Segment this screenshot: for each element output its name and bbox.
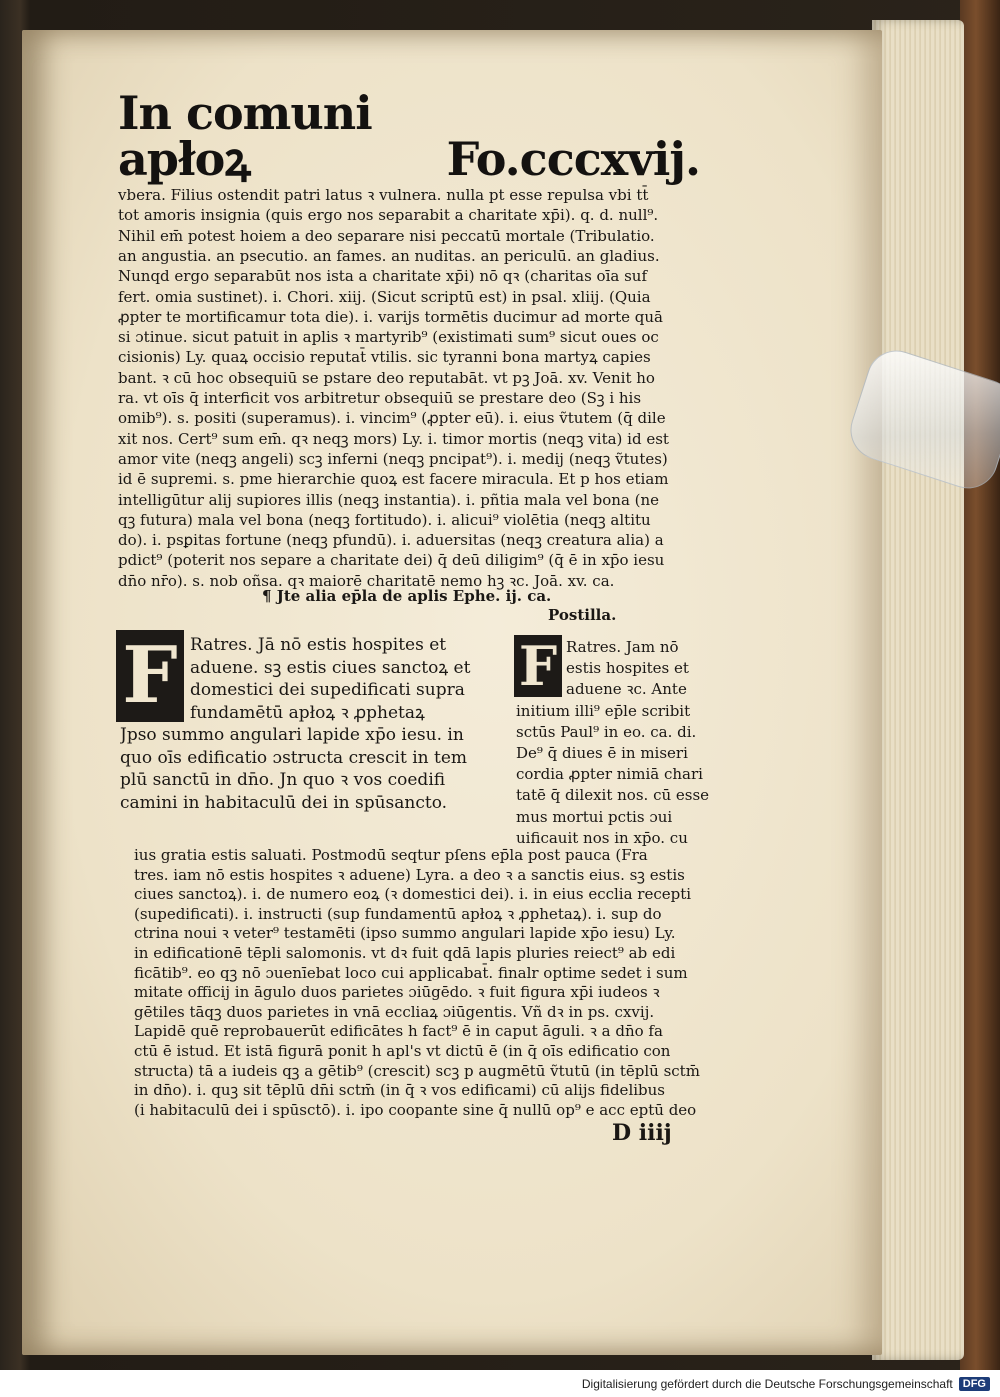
commentary-line: xit nos. Cert⁹ sum em̄. qꝛ neqꝫ mors) Ly. i. timor mortis (neqꝫ vita) id est (118, 429, 669, 448)
postilla-line: initium illi⁹ ep̄le scribit (516, 701, 691, 720)
commentary-line: Lapidē quē reprobauerūt edificātes h fact⁹ ē in caput āguli. ꝛ a dn̄o fa (134, 1022, 663, 1041)
funding-notice: Digitalisierung gefördert durch die Deutsche Forschungsgemeinschaft (581, 1376, 953, 1391)
commentary-line: dn̄o nr̄o). s. nob oñsa. qꝛ maiorē charitatē nemo hꝫ ꝛc. Joā. xv. ca. (118, 571, 615, 590)
postilla-line: Ratres. Jam nō (566, 638, 679, 656)
commentary-line: tres. iam nō estis hospites ꝛ aduene) Lyra. a deo ꝛ a sanctis eius. sꝫ estis (134, 865, 685, 884)
commentary-line: ctrina noui ꝛ veter⁹ testamēti (ipso summo angulari lapide xp̄o iesu) Ly. (134, 924, 676, 943)
woodcut-initial-postilla: F (514, 635, 562, 697)
commentary-line: (i habitaculū dei i spūsctō). i. ipo coopante sine q̄ nullū op⁹ e acc eptū deo (134, 1100, 697, 1119)
postilla-line: uificauit nos in xp̄o. cu (516, 828, 688, 847)
postilla-line: estis hospites et (566, 659, 689, 678)
digitization-footer (0, 1370, 1000, 1397)
commentary-line: ciues sanctoꝝ). i. de numero eoꝝ (ꝛ domestici dei). i. in eius ecclia recepti (134, 885, 692, 904)
postilla-label: Postilla. (548, 606, 617, 624)
epistle-line: plū sanctū in dn̄o. Jn quo ꝛ vos coedifi (120, 770, 446, 790)
commentary-line: (supedificati). i. instructi (sup fundamentū apłoꝝ ꝛ ꝓphetaꝝ). i. sup do (134, 904, 662, 923)
commentary-line: vbera. Filius ostendit patri latus ꝛ vulnera. nulla pt esse repulsa vbi tt̄ (118, 186, 649, 204)
commentary-line: cisionis) Ly. quaꝝ occisio reputat̄ vtilis. sic tyranni bona martyꝝ capies (118, 348, 651, 367)
epistle-line: domestici dei supedificati supra (190, 680, 465, 700)
commentary-line: tot amoris insignia (quis ergo nos separabit a charitate xp̄i). q. d. null⁹. (118, 206, 659, 225)
epistle-line: Ratres. Jā nō estis hospites et (190, 635, 447, 655)
folio-number: Fo.cccxvij. (446, 132, 700, 186)
epistle-line: aduene. sꝫ estis ciues sanctoꝝ et (190, 657, 471, 678)
woodcut-initial-epistle: F (116, 630, 184, 722)
commentary-line: gētiles tāqꝫ duos parietes in vnā eccliaꝝ ɔiūgentis. Vñ dꝛ in ps. cxvij. (134, 1002, 655, 1021)
commentary-line: fert. omia sustinet). i. Chori. xiij. (Sicut scriptū est) in psal. xliij. (Quia (118, 287, 651, 306)
postilla-line: aduene ꝛc. Ante (566, 680, 687, 699)
commentary-line: ius gratia estis saluati. Postmodū seqtur pſens ep̄la post pauca (Fra (134, 846, 648, 864)
commentary-line: id ē supremi. s. pme hierarchie quoꝝ est facere miracula. Et p hos etiam (118, 470, 669, 489)
header-title: In comuni apłoꝝ (118, 86, 372, 186)
running-header (118, 86, 700, 186)
commentary-line: ra. vt oīs q̄ interficit vos arbitretur obsequiū se prestare deo (Sꝫ i his (118, 389, 642, 407)
commentary-line: amor vite (neqꝫ angeli) scꝫ inferni (neqꝫ pncipat⁹). i. medij (neqꝫ ṽtutes) (118, 449, 668, 468)
commentary-line: in dn̄o). i. quꝫ sit tēplū dn̄i sctm̄ (in q̄ ꝛ vos edificami) cū alijs fidelibus (134, 1081, 665, 1100)
postilla-line: sctūs Paul⁹ in eo. ca. di. (516, 722, 697, 741)
commentary-line: intelligūtur alij supiores illis (neqꝫ instantia). i. pñtia mala vel bona (ne (118, 490, 660, 509)
commentary-line: pdict⁹ (poterit nos separe a charitate dei) q̄ deū diligim⁹ (q̄ ē in xp̄o iesu (118, 551, 665, 570)
epistle-line: Jpso summo angulari lapide xp̄o iesu. in (120, 725, 464, 745)
commentary-line: structa) tā a iudeis qꝫ a gētib⁹ (crescit) scꝫ p augmētū ṽtutū (in tēplū sctm̄ (134, 1061, 700, 1080)
commentary-line: Nihil em̄ potest hoiem a deo separare nisi peccatū mortale (Tribulatio. (118, 226, 655, 245)
commentary-line: ficātib⁹. eo qꝫ nō ɔuenīebat loco cui applicabat̄. finalr optime sedet i sum (134, 963, 688, 982)
commentary-line: mitate officij in āgulo duos parietes ɔiūgēdo. ꝛ fuit figura xp̄i iudeos ꝛ (134, 983, 660, 1002)
commentary-line: qꝫ futura) mala vel bona (neqꝫ fortitudo). i. alicui⁹ violētia (neqꝫ altitu (118, 510, 651, 529)
postilla-line: De⁹ q̄ diues ē in miseri (516, 744, 688, 762)
signature-mark: D iiij (612, 1120, 672, 1146)
epistle-line: quo oīs edificatio ɔstructa crescit in tem (120, 747, 468, 768)
epistle-line: camini in habitaculū dei in spūsancto. (120, 792, 448, 813)
book-cover-edge (960, 0, 1000, 1370)
commentary-line: si ɔtinue. sicut patuit in aplis ꝛ martyrib⁹ (existimati sum⁹ sicut oues oc (118, 328, 659, 347)
commentary-line: Nunqd ergo separabūt nos ista a charitate xp̄i) nō qꝛ (charitas oīa suf (118, 267, 648, 286)
commentary-line: an angustia. an psecutio. an fames. an nuditas. an periculū. an gladius. (118, 246, 660, 265)
page-stack-edge (872, 20, 964, 1360)
dfg-logo: DFG (959, 1377, 990, 1391)
commentary-line: ctū ē istud. Et istā figurā ponit h apl's vt dictū ē (in q̄ oīs edificatio con (134, 1042, 671, 1060)
commentary-line: omib⁹). s. positi (superamus). i. vincim⁹ (ꝓpter eū). i. eius ṽtutem (q̄ dile (118, 409, 666, 428)
commentary-line: ꝓpter te mortificamur tota die). i. varijs tormētis ducimur ad morte quā (118, 307, 663, 326)
postilla-line: tatē q̄ dilexit nos. cū esse (516, 786, 710, 805)
postilla-line: mus mortui pctis ɔui (516, 807, 673, 826)
epistle-line: fundamētū apłoꝝ ꝛ ꝓphetaꝝ (190, 702, 425, 723)
commentary-line: in edificationē tēpli salomonis. vt dꝛ fuit qdā lapis pluries reiect⁹ ab edi (134, 944, 676, 962)
commentary-line: do). i. psꝑitas fortune (neqꝫ pfundū). i. aduersitas (neqꝫ creatura alia) a (118, 531, 664, 550)
commentary-line: bant. ꝛ cū hoc obsequiū se pstare deo reputabāt. vt pꝫ Joā. xv. Venit ho (118, 368, 655, 387)
postilla-line: cordia ꝓpter nimiā chari (516, 765, 703, 784)
section-heading: ¶ Jte alia ep̄la de aplis Ephe. ij. ca. (262, 587, 552, 605)
